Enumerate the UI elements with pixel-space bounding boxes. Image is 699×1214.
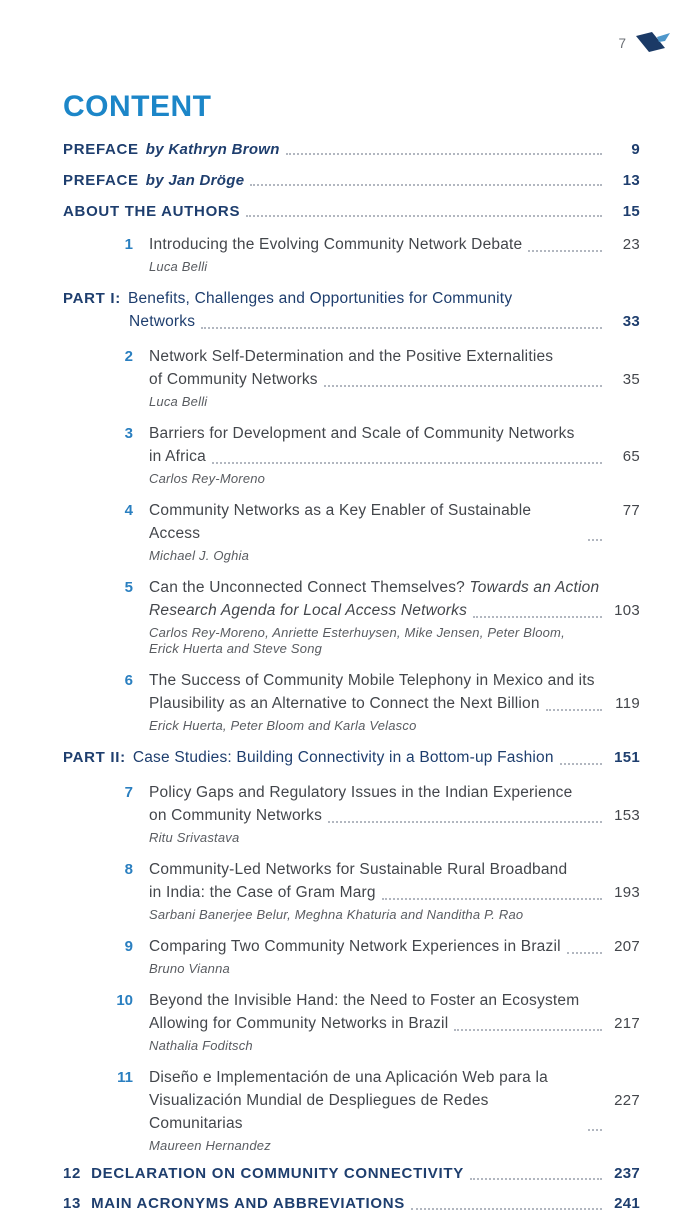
chapter-number: 3 [124, 425, 133, 442]
chapter-title: Diseño e Implementación de una Aplicación Web para la [149, 1069, 548, 1086]
chapter-title-continued: in India: the Case of Gram Marg [149, 884, 376, 901]
entry-page-number: 207 [614, 938, 640, 955]
chapter-number: 8 [124, 861, 133, 878]
chapter-title-italic: Towards an Action [469, 579, 600, 596]
chapter-number: 6 [124, 672, 133, 689]
chapter-title: Community Networks as a Key Enabler of Sustainable Access [149, 502, 532, 542]
toc-entry-declaration[interactable] [63, 1164, 640, 1184]
entry-page-number: 237 [614, 1165, 640, 1182]
chapter-title-continued: Research Agenda for Local Access Networks [149, 602, 468, 619]
chapter-number: 9 [124, 938, 133, 955]
chapter-title: Community-Led Networks for Sustainable Rural Broadband [149, 861, 568, 878]
part-title: Benefits, Challenges and Opportunities for Community [127, 290, 513, 307]
toc-entry-part-2[interactable] [63, 746, 640, 769]
dotted-leader [454, 1029, 602, 1031]
entry-page-number: 153 [614, 807, 640, 824]
entry-page-number: 227 [614, 1092, 640, 1109]
entry-page-number: 241 [614, 1195, 640, 1212]
dotted-leader [470, 1178, 602, 1180]
toc-entry-chapter-7[interactable] [63, 781, 640, 846]
entry-page-number: 103 [614, 602, 640, 619]
entry-number: 13 [63, 1195, 82, 1212]
chapter-title-continued: Visualización Mundial de Despliegues de Redes Comunitarias [149, 1092, 489, 1132]
chapter-authors: Nathalia Foditsch [149, 1038, 253, 1053]
chapter-title: Policy Gaps and Regulatory Issues in the Indian Experience [149, 784, 573, 801]
chapter-number: 2 [124, 348, 133, 365]
entry-page-number: 119 [615, 695, 640, 712]
chapter-title-continued: Plausibility as an Alternative to Connect the Next Billion [149, 695, 540, 712]
dotted-leader [286, 153, 602, 155]
chapter-title: Beyond the Invisible Hand: the Need to Foster an Ecosystem [149, 992, 580, 1009]
chapter-authors: Carlos Rey-Moreno [149, 471, 266, 486]
part-title-continued: Networks [129, 313, 196, 330]
dotted-leader [212, 462, 602, 464]
dotted-leader [250, 184, 602, 186]
chapter-title-continued: Allowing for Community Networks in Brazil [149, 1015, 449, 1032]
chapter-title: Network Self-Determination and the Positive Externalities [149, 348, 554, 365]
dotted-leader [328, 821, 602, 823]
entry-page-number: 77 [622, 502, 640, 519]
entry-page-number: 35 [622, 371, 640, 388]
entry-label: PREFACE [63, 141, 139, 158]
chapter-authors-continued: Erick Huerta and Steve Song [149, 641, 323, 656]
part-label: PART II: [63, 749, 126, 766]
publisher-logo-icon [635, 31, 673, 55]
chapter-authors: Bruno Vianna [149, 961, 230, 976]
entry-page-number: 193 [614, 884, 640, 901]
toc-entry-chapter-3[interactable] [63, 422, 640, 487]
chapter-title-continued: of Community Networks [149, 371, 318, 388]
chapter-title-continued: in Africa [149, 448, 206, 465]
chapter-number: 4 [124, 502, 133, 519]
entry-page-number: 65 [622, 448, 640, 465]
entry-label: MAIN ACRONYMS AND ABBREVIATIONS [91, 1195, 406, 1212]
entry-label: PREFACE [63, 172, 139, 189]
chapter-number: 10 [116, 992, 133, 1009]
toc-entry-chapter-6[interactable] [63, 669, 640, 734]
entry-page-number: 217 [614, 1015, 640, 1032]
entry-number: 12 [63, 1165, 82, 1182]
entry-page-number: 23 [622, 236, 640, 253]
toc-entry-preface-2[interactable] [63, 171, 640, 190]
chapter-authors: Erick Huerta, Peter Bloom and Karla Velasco [149, 718, 417, 733]
toc-entry-chapter-11[interactable] [63, 1066, 640, 1154]
toc-entry-chapter-2[interactable] [63, 345, 640, 410]
toc-entry-preface-1[interactable] [63, 140, 640, 159]
toc-entry-chapter-4[interactable] [63, 499, 640, 564]
part-title: Case Studies: Building Connectivity in a Bottom-up Fashion [132, 749, 554, 766]
chapter-number: 11 [117, 1069, 133, 1086]
chapter-authors: Carlos Rey-Moreno, Anriette Esterhuysen, Mike Jensen, Peter Bloom, [149, 625, 565, 640]
entry-page-number: 151 [614, 749, 640, 766]
entry-label: ABOUT THE AUTHORS [63, 203, 241, 220]
table-of-contents [63, 140, 640, 1214]
dotted-leader [411, 1208, 602, 1210]
dotted-leader [560, 763, 602, 765]
chapter-number: 7 [124, 784, 133, 801]
dotted-leader [473, 616, 602, 618]
chapter-authors: Maureen Hernandez [149, 1138, 271, 1153]
dotted-leader [324, 385, 602, 387]
chapter-title: Comparing Two Community Network Experiences in Brazil [149, 938, 561, 955]
chapter-title: Can the Unconnected Connect Themselves? Towards an Action [149, 579, 600, 596]
toc-entry-chapter-9[interactable] [63, 935, 640, 977]
dotted-leader [201, 327, 602, 329]
toc-entry-chapter-8[interactable] [63, 858, 640, 923]
entry-page-number: 13 [622, 172, 640, 189]
dotted-leader [382, 898, 602, 900]
page-title: CONTENT [63, 90, 212, 123]
toc-entry-acronyms[interactable] [63, 1194, 640, 1214]
toc-entry-chapter-5[interactable] [63, 576, 640, 657]
chapter-authors: Sarbani Banerjee Belur, Meghna Khaturia and Nanditha P. Rao [149, 907, 524, 922]
chapter-authors: Luca Belli [149, 394, 208, 409]
page-header [0, 0, 699, 56]
toc-entry-chapter-1[interactable] [63, 233, 640, 275]
entry-page-number: 9 [631, 141, 640, 158]
chapter-title: Barriers for Development and Scale of Community Networks [149, 425, 575, 442]
page-number: 7 [618, 35, 626, 51]
dotted-leader [588, 1129, 602, 1131]
dotted-leader [246, 215, 602, 217]
dotted-leader [567, 952, 602, 954]
chapter-number: 5 [124, 579, 133, 596]
dotted-leader [546, 709, 602, 711]
chapter-title: The Success of Community Mobile Telephony in Mexico and its [149, 672, 595, 689]
toc-entry-chapter-10[interactable] [63, 989, 640, 1054]
chapter-title-continued: on Community Networks [149, 807, 323, 824]
chapter-title: Introducing the Evolving Community Network Debate [149, 236, 523, 253]
toc-entry-part-1[interactable] [63, 287, 640, 333]
chapter-number: 1 [124, 236, 133, 253]
toc-entry-about-authors[interactable] [63, 202, 640, 221]
chapter-authors: Michael J. Oghia [149, 548, 250, 563]
chapter-authors: Ritu Srivastava [149, 830, 240, 845]
entry-page-number: 33 [622, 313, 640, 330]
entry-page-number: 15 [622, 203, 640, 220]
chapter-authors: Luca Belli [149, 259, 208, 274]
entry-byline: by Kathryn Brown [145, 141, 280, 158]
dotted-leader [528, 250, 602, 252]
part-label: PART I: [63, 290, 121, 307]
dotted-leader [588, 539, 602, 541]
entry-byline: by Jan Dröge [145, 172, 245, 189]
entry-label: DECLARATION ON COMMUNITY CONNECTIVITY [91, 1165, 464, 1182]
